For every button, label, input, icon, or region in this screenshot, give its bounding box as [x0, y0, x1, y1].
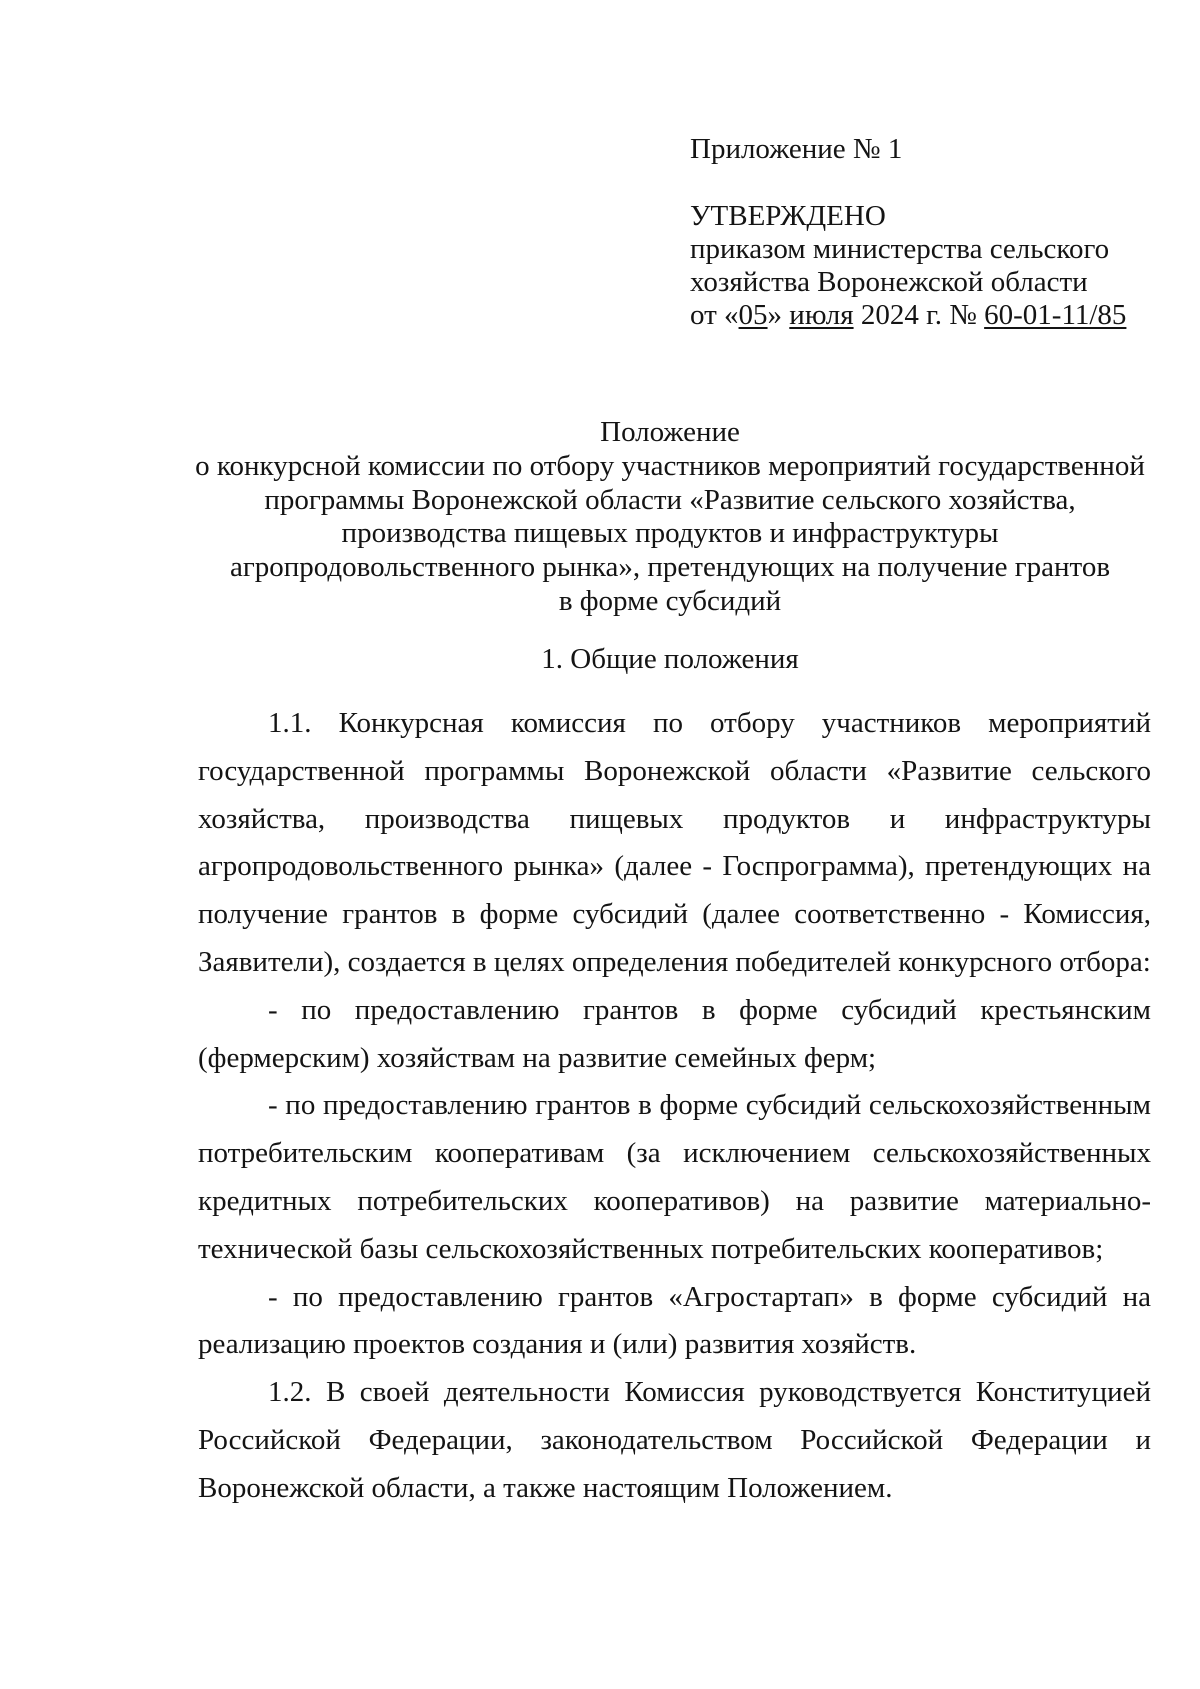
date-month: июля: [789, 299, 854, 331]
approved-stamp-text: УТВЕРЖДЕНО: [690, 200, 886, 232]
bullet-cooperatives: - по предоставлению грантов в форме субсидий сельскохозяйственным потребительским кооперативам (за исключением сельскохозяйственных кредитных потребительских кооперативов) на развитие материально-технической базы сельскохозяйственных потребительских кооперативов;: [198, 1089, 1151, 1265]
approval-date-line: [690, 299, 1126, 332]
document-title: [190, 416, 1150, 619]
approved-by-line-1: приказом министерства сельского: [690, 233, 1110, 265]
document-body: [198, 700, 1151, 1513]
title-line-6: в форме субсидий: [558, 584, 782, 617]
title-line-3: программы Воронежской области «Развитие сельского хозяйства,: [264, 483, 1076, 516]
title-line-4: производства пищевых продуктов и инфраструктуры: [341, 517, 999, 550]
bullet-agrostartup: - по предоставлению грантов «Агростартап» в форме субсидий на реализацию проектов создания и (или) развития хозяйств.: [198, 1280, 1151, 1361]
date-year: 2024 г. №: [853, 299, 985, 331]
title-line-2: о конкурсной комиссии по отбору участников мероприятий государственной: [195, 449, 1145, 482]
date-close: »: [767, 299, 790, 331]
paragraph-1-2: 1.2. В своей деятельности Комиссия руководствуется Конституцией Российской Федерации, законодательством Российской Федерации и Воронежской области, а также настоящим Положением.: [198, 1376, 1151, 1504]
approved-by-line-2: хозяйства Воронежской области: [690, 266, 1088, 298]
bullet-family-farms: - по предоставлению грантов в форме субсидий крестьянским (фермерским) хозяйствам на развитие семейных ферм;: [198, 993, 1151, 1074]
order-number: 60-01-11/85: [984, 299, 1127, 331]
appendix-number: Приложение № 1: [690, 133, 903, 165]
title-line-1: Положение: [600, 416, 740, 448]
date-day: 05: [738, 299, 768, 331]
approval-block: [690, 200, 1126, 332]
paragraph-1-1: 1.1. Конкурсная комиссия по отбору участников мероприятий государственной программы Воронежской области «Развитие сельского хозяйства, производства пищевых продуктов и инфраструктуры агропродовольственного рынка» (далее - Госпрограмма), претендующих на получение грантов в форме субсидий (далее соответственно - Комиссия, Заявители), создается в целях определения победителей конкурсного отбора:: [198, 707, 1151, 978]
section-heading: 1. Общие положения: [541, 643, 799, 675]
date-prefix: от «: [690, 299, 739, 331]
title-line-5: агропродовольственного рынка», претендующих на получение грантов: [229, 551, 1111, 584]
